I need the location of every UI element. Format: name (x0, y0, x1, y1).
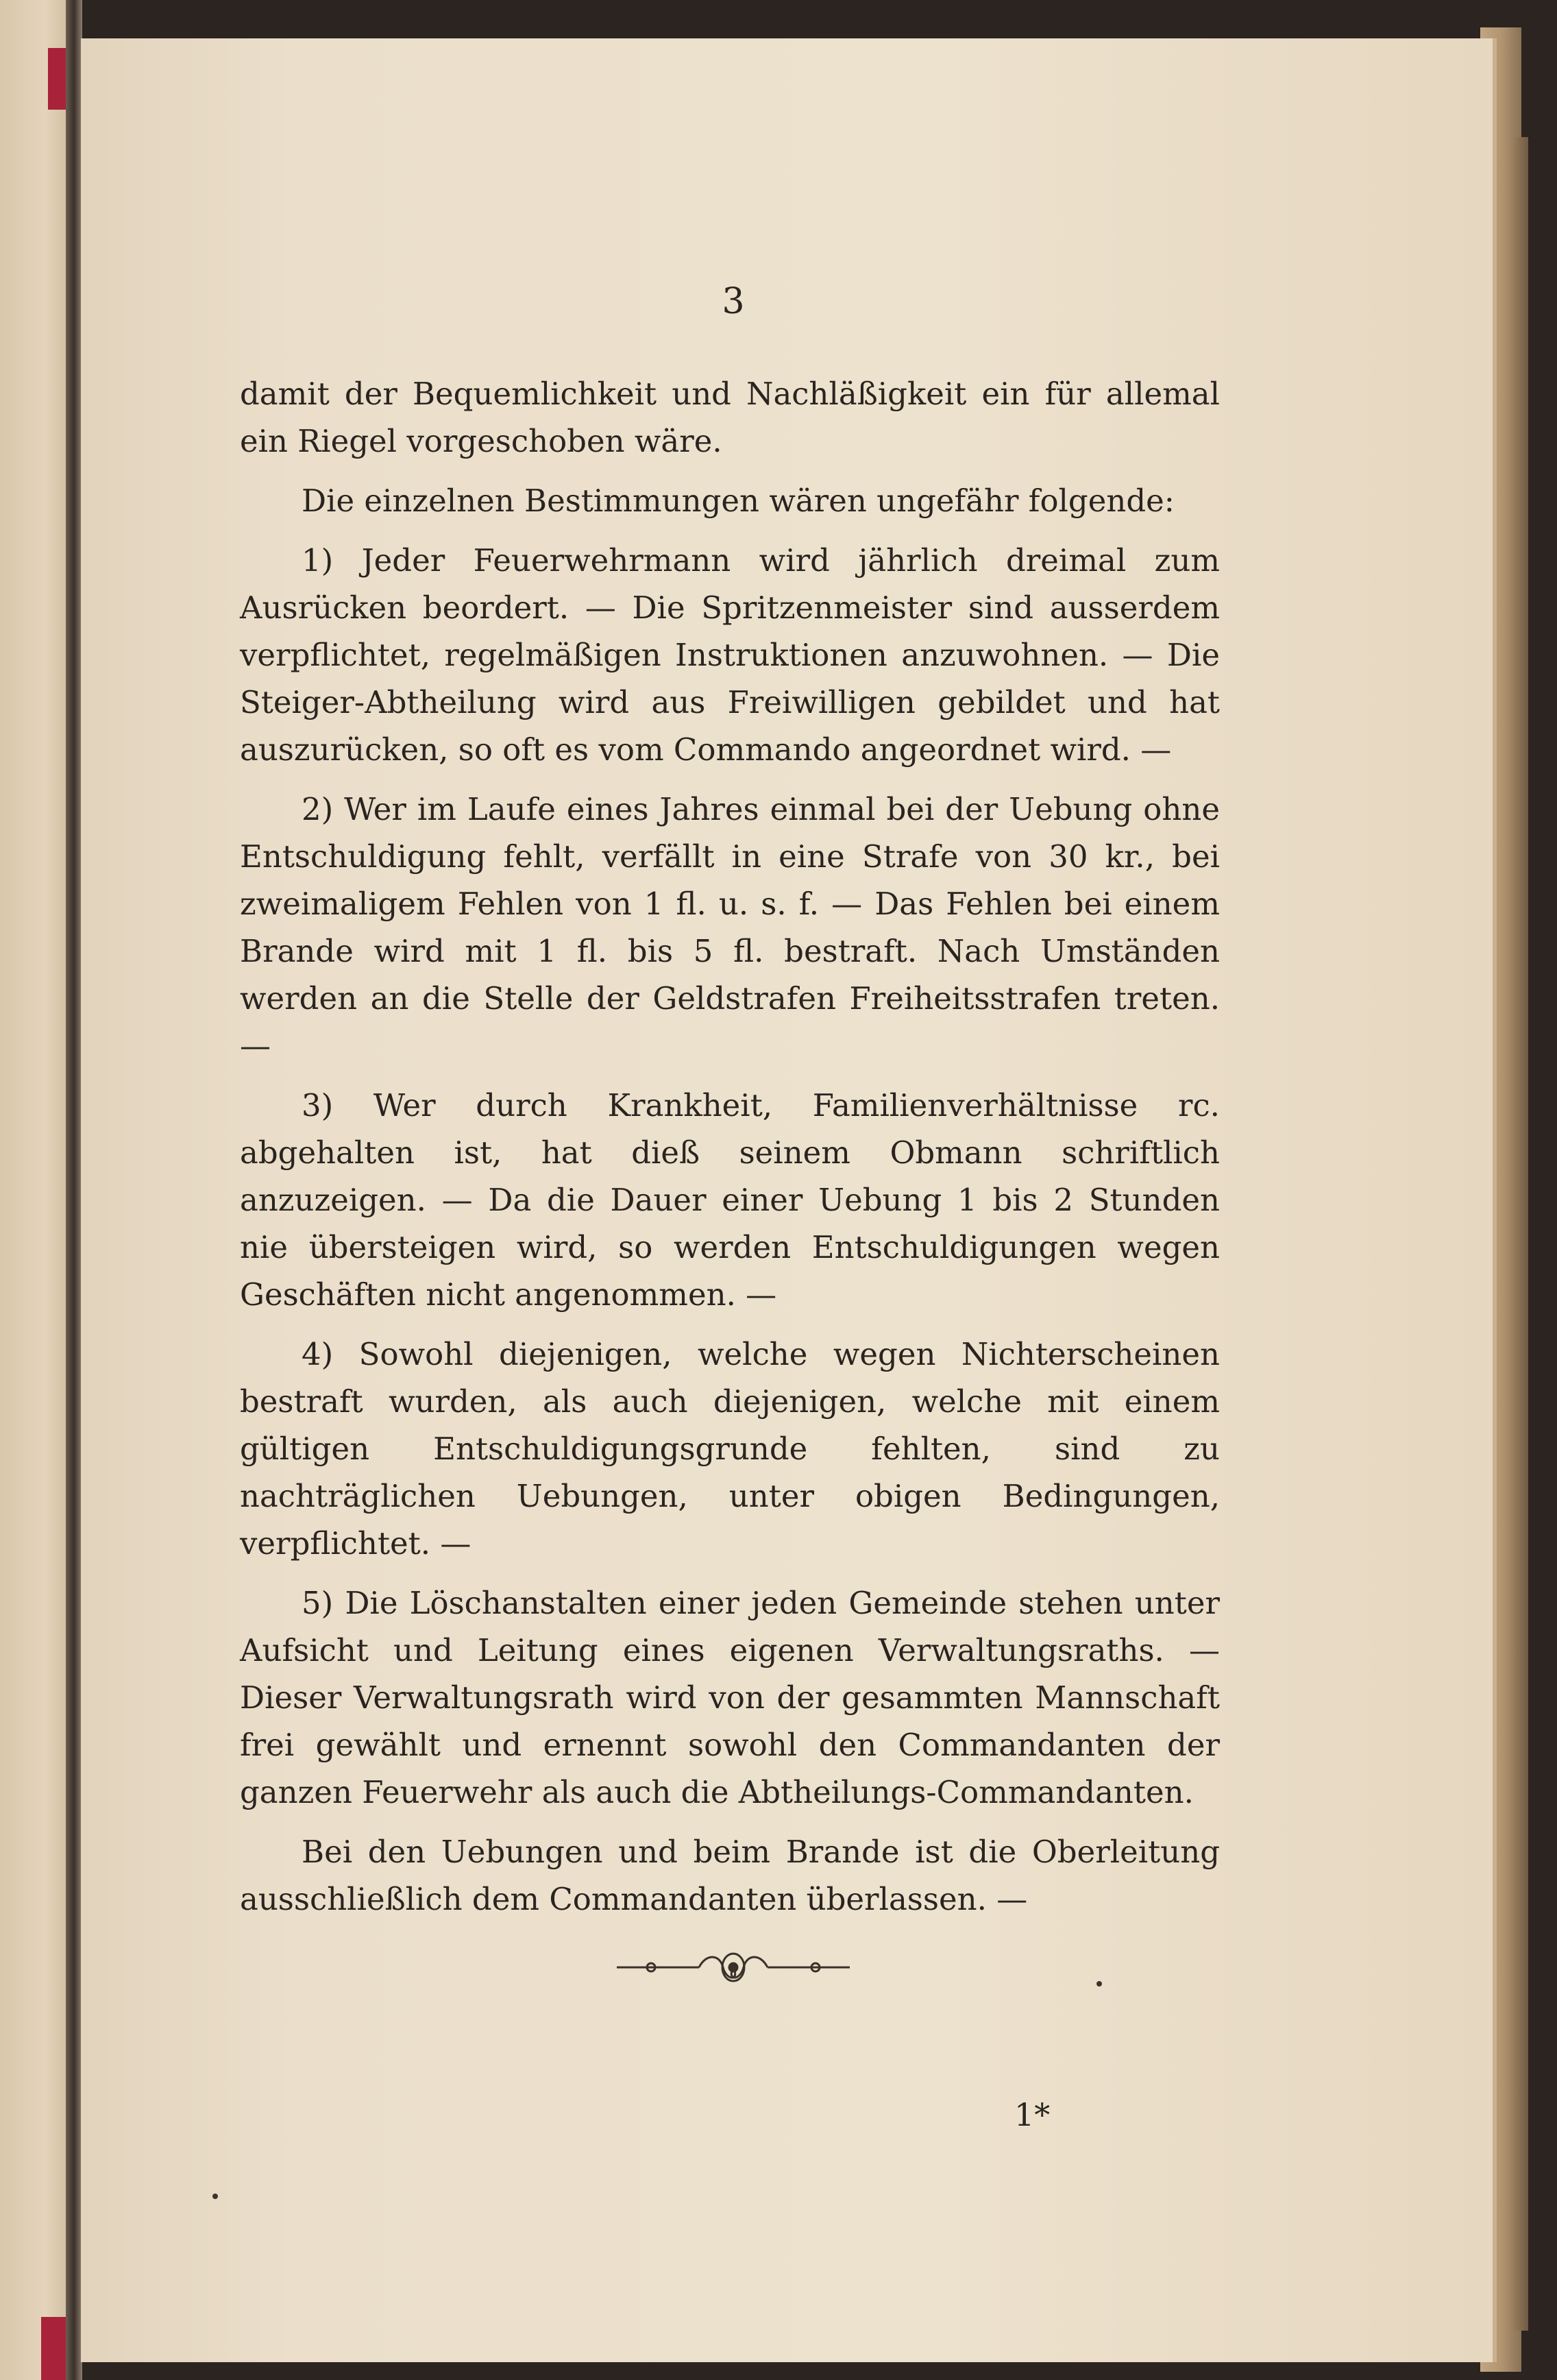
page-number: 3 (722, 281, 745, 322)
paragraph-intro-continuation: damit der Bequemlichkeit und Nachläßigkeit ein für allemal ein Riegel vorgeschoben wäre. (240, 376, 1220, 459)
binding-ribbon-bottom (41, 2317, 69, 2380)
paragraph-rule-4: 4) Sowohl diejenigen, welche wegen Nichterscheinen bestraft wurden, als auch diejenigen, welche mit einem gültigen Entschuldigungsgrunde fehlten, sind zu nachträglichen Uebungen, unter obigen Bedingungen, verpflichtet. — (240, 1336, 1220, 1562)
previous-page-edge (0, 0, 75, 2380)
book-gutter (66, 0, 82, 2380)
paragraph-rule-5: 5) Die Löschanstalten einer jeden Gemeinde stehen unter Aufsicht und Leitung eines eigenen Verwaltungsraths. — Dieser Verwaltungsrath wird von der gesammten Mannschaft frei gewählt und ernennt sowohl den Commandanten der ganzen Feuerwehr als auch die Abtheilungs-Commandanten. (240, 1585, 1220, 1810)
decorative-ornament-icon (610, 1947, 857, 1988)
page-speck (1096, 1981, 1102, 1987)
paragraph-rule-1: 1) Jeder Feuerwehrmann wird jährlich dreimal zum Ausrücken beordert. — Die Spritzenmeister sind ausserdem verpflichtet, regelmäßigen Instruktionen anzuwohnen. — Die Steiger-Abtheilung wird aus Freiwilligen gebildet und hat auszurücken, so oft es vom Commando angeordnet wird. — (240, 542, 1220, 768)
page-text (240, 370, 1220, 1935)
paragraph-lead: Die einzelnen Bestimmungen wären ungefähr folgende: (302, 483, 1175, 519)
paragraph-closing: Bei den Uebungen und beim Brande ist die Oberleitung ausschließlich dem Commandanten überlassen. — (240, 1834, 1220, 1917)
paragraph-rule-2: 2) Wer im Laufe eines Jahres einmal bei der Uebung ohne Entschuldigung fehlt, verfällt in eine Strafe von 30 kr., bei zweimaligem Fehlen von 1 fl. u. s. f. — Das Fehlen bei einem Brande wird mit 1 fl. bis 5 fl. bestraft. Nach Umständen werden an die Stelle der Geldstrafen Freiheitsstrafen treten. — (240, 791, 1220, 1064)
paragraph-rule-3: 3) Wer durch Krankheit, Familienverhältnisse rc. abgehalten ist, hat dieß seinem Obmann schriftlich anzuzeigen. — Da die Dauer einer Uebung 1 bis 2 Stunden nie übersteigen wird, so werden Entschuldigungen wegen Geschäften nicht angenommen. — (240, 1087, 1220, 1313)
cover-edge (1508, 137, 1528, 2331)
printer-signature-mark: 1* (1014, 2096, 1051, 2133)
page-speck (212, 2194, 218, 2199)
